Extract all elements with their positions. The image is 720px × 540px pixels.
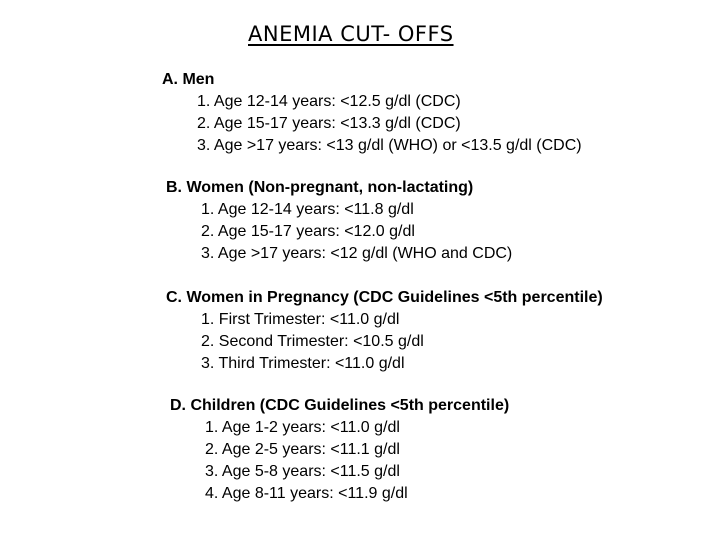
list-item: 4. Age 8-11 years: <11.9 g/dl xyxy=(205,485,408,502)
section-men xyxy=(162,69,582,157)
list-item: 2. Age 15-17 years: <12.0 g/dl xyxy=(201,223,415,240)
list-item: 1. Age 12-14 years: <12.5 g/dl (CDC) xyxy=(197,93,461,110)
list-item: 3. Age >17 years: <12 g/dl (WHO and CDC) xyxy=(201,245,513,262)
section-women-pregnancy xyxy=(166,287,603,375)
section-women-non-pregnant xyxy=(166,177,512,265)
list-item: 1. Age 12-14 years: <11.8 g/dl xyxy=(201,201,414,218)
section-heading: B. Women (Non-pregnant, non-lactating) xyxy=(166,179,474,196)
list-item: 2. Second Trimester: <10.5 g/dl xyxy=(201,333,424,350)
list-item: 2. Age 15-17 years: <13.3 g/dl (CDC) xyxy=(197,115,461,132)
list-item: 3. Age >17 years: <13 g/dl (WHO) or <13.5 g/dl (CDC) xyxy=(197,137,582,154)
list-item: 1. First Trimester: <11.0 g/dl xyxy=(201,311,400,328)
list-item: 3. Age 5-8 years: <11.5 g/dl xyxy=(205,463,400,480)
section-heading: A. Men xyxy=(162,71,215,88)
section-heading: D. Children (CDC Guidelines <5th percentile) xyxy=(170,397,510,414)
section-children xyxy=(170,395,509,505)
section-heading: C. Women in Pregnancy (CDC Guidelines <5th percentile) xyxy=(166,289,603,306)
list-item: 3. Third Trimester: <11.0 g/dl xyxy=(201,355,405,372)
list-item: 2. Age 2-5 years: <11.1 g/dl xyxy=(205,441,400,458)
list-item: 1. Age 1-2 years: <11.0 g/dl xyxy=(205,419,400,436)
page-title: ANEMIA CUT- OFFS xyxy=(248,22,454,46)
